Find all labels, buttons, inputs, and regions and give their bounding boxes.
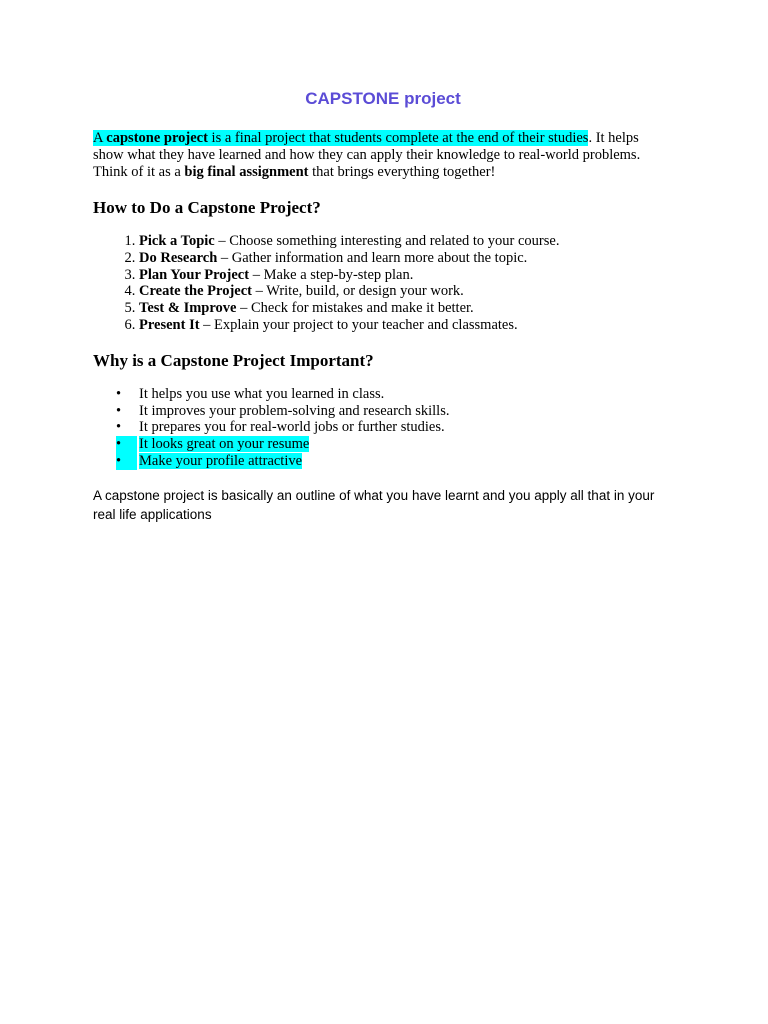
step-term: Present It bbox=[139, 316, 200, 333]
step-term: Test & Improve bbox=[139, 300, 237, 317]
step-desc: – Make a step-by-step plan. bbox=[249, 266, 414, 283]
step-desc: – Check for mistakes and make it better. bbox=[236, 300, 474, 317]
step-item bbox=[139, 317, 673, 334]
intro-paragraph bbox=[93, 130, 673, 181]
step-desc: – Gather information and learn more about the topic. bbox=[217, 249, 528, 266]
step-item bbox=[139, 233, 673, 250]
document-title: CAPSTONE project bbox=[305, 89, 461, 108]
reason-text: It improves your problem-solving and research skills. bbox=[139, 402, 450, 419]
intro-text-4: that brings everything together! bbox=[308, 164, 496, 180]
step-item bbox=[139, 283, 673, 300]
step-desc: – Write, build, or design your work. bbox=[251, 283, 464, 300]
why-heading: Why is a Capstone Project Important? bbox=[93, 350, 374, 370]
bullet-icon: • bbox=[116, 385, 122, 402]
intro-bold-assignment: big final assignment bbox=[184, 164, 309, 180]
step-desc: – Choose something interesting and related to your course. bbox=[214, 233, 560, 249]
reason-text: It helps you use what you learned in class. bbox=[139, 385, 385, 402]
document-body bbox=[93, 88, 673, 524]
reason-item bbox=[116, 385, 673, 403]
step-term: Do Research bbox=[139, 249, 218, 266]
bullet-icon: • bbox=[116, 453, 137, 470]
reasons-list bbox=[93, 386, 673, 470]
bullet-icon: • bbox=[116, 436, 137, 453]
bullet-icon: • bbox=[116, 402, 122, 419]
step-term: Plan Your Project bbox=[139, 266, 250, 283]
step-item bbox=[139, 300, 673, 317]
intro-text-3: . It helps show what they have learned and how they can apply their knowledge to real-world problems. Think of it as a bbox=[93, 130, 641, 180]
step-item bbox=[139, 267, 673, 284]
reason-text: It looks great on your resume bbox=[139, 436, 310, 453]
step-term: Pick a Topic bbox=[139, 233, 215, 249]
step-item bbox=[139, 250, 673, 267]
bullet-icon: • bbox=[116, 419, 122, 436]
reason-item bbox=[116, 402, 673, 420]
closing-paragraph: A capstone project is basically an outline of what you have learnt and you apply all that in your real life applications bbox=[93, 487, 655, 522]
intro-text-2: is a final project that students complete at the end of their studies bbox=[207, 130, 589, 146]
reason-text: It prepares you for real-world jobs or further studies. bbox=[139, 419, 445, 436]
reason-item bbox=[116, 419, 673, 436]
reason-item-highlighted bbox=[116, 452, 673, 470]
intro-bold-capstone: capstone project bbox=[106, 130, 208, 146]
intro-highlight bbox=[93, 130, 588, 146]
step-desc: – Explain your project to your teacher and classmates. bbox=[199, 316, 518, 333]
reason-text: Make your profile attractive bbox=[139, 452, 303, 469]
intro-text-1: A bbox=[93, 130, 107, 146]
steps-list bbox=[93, 233, 673, 334]
step-term: Create the Project bbox=[139, 283, 252, 300]
how-heading: How to Do a Capstone Project? bbox=[93, 198, 321, 217]
reason-item-highlighted bbox=[116, 436, 673, 453]
